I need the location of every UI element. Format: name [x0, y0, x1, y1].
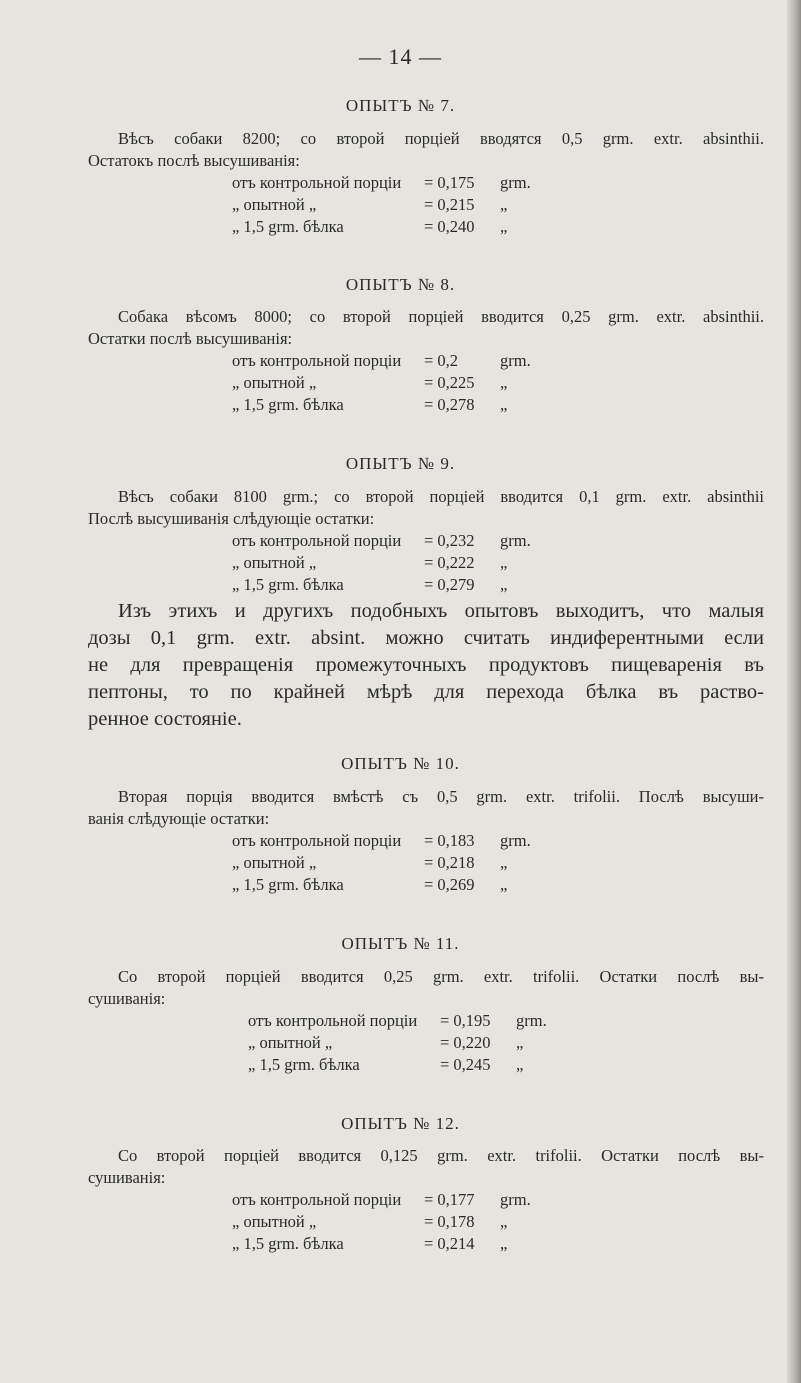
row-unit: grm. — [500, 351, 531, 370]
row-value: = 0,178 — [424, 1212, 475, 1231]
intro-line: сушиванія: — [88, 1168, 166, 1187]
row-label: „ опытной „ — [232, 553, 317, 572]
intro-line: сушиванія: — [88, 989, 166, 1008]
page-number: — 14 — — [359, 44, 442, 69]
experiment-heading: ОПЫТЪ № 11. — [341, 934, 460, 953]
row-label: „ опытной „ — [232, 373, 317, 392]
row-label: „ опытной „ — [248, 1033, 333, 1052]
experiment-heading: ОПЫТЪ № 9. — [345, 454, 456, 473]
row-unit: grm. — [500, 1190, 531, 1209]
row-value: = 0,220 — [440, 1033, 491, 1052]
experiment-heading: ОПЫТЪ № 7. — [345, 96, 456, 115]
row-unit: grm. — [516, 1011, 547, 1030]
row-unit: „ — [500, 853, 508, 872]
row-unit: „ — [516, 1033, 524, 1052]
conclusion-paragraph — [88, 598, 764, 733]
conclusion-line: дозы 0,1 grm. extr. absint. можно считать индиферентными если — [88, 627, 764, 649]
row-label: отъ контрольной порціи — [232, 831, 402, 850]
row-value: = 0,240 — [424, 217, 475, 236]
intro-line: Собака вѣсомъ 8000; со второй порціей вводится 0,25 grm. extr. absinthii. — [118, 307, 764, 326]
row-unit: grm. — [500, 173, 531, 192]
row-label: отъ контрольной порціи — [232, 1190, 402, 1209]
conclusion-line: Изъ этихъ и другихъ подобныхъ опытовъ выходитъ, что малыя — [118, 600, 764, 622]
intro-line: Вѣсъ собаки 8200; со второй порціей вводятся 0,5 grm. extr. absinthii. — [118, 129, 764, 148]
row-value: = 0,175 — [424, 173, 475, 192]
row-value: = 0,183 — [424, 831, 475, 850]
intro-line: Вѣсъ собаки 8100 grm.; со второй порціей вводится 0,1 grm. extr. absinthii — [118, 487, 764, 506]
experiment-heading: ОПЫТЪ № 10. — [341, 754, 460, 773]
row-label: „ 1,5 grm. бѣлка — [248, 1055, 360, 1074]
row-value: = 0,218 — [424, 853, 475, 872]
conclusion-line: не для превращенія промежуточныхъ продуктовъ пищеваренія въ — [88, 654, 764, 676]
row-value: = 0,195 — [440, 1011, 491, 1030]
intro-line: Со второй порціей вводится 0,125 grm. extr. trifolii. Остатки послѣ вы- — [118, 1146, 764, 1165]
experiment-heading: ОПЫТЪ № 8. — [345, 275, 456, 294]
row-unit: „ — [500, 217, 508, 236]
intro-line: Остатки послѣ высушиванія: — [88, 329, 293, 348]
row-value: = 0,279 — [424, 575, 475, 594]
row-unit: „ — [500, 195, 508, 214]
row-label: „ 1,5 grm. бѣлка — [232, 395, 344, 414]
page-edge-shadow — [787, 0, 801, 1383]
row-unit: „ — [500, 875, 508, 894]
experiment-intro — [88, 128, 764, 172]
conclusion-line: ренное состояніе. — [88, 708, 242, 730]
row-label: „ опытной „ — [232, 853, 317, 872]
row-unit: „ — [500, 1212, 508, 1231]
experiment-intro — [88, 786, 764, 830]
intro-line: Остатокъ послѣ высушиванія: — [88, 151, 300, 170]
row-unit: grm. — [500, 531, 531, 550]
row-value: = 0,177 — [424, 1190, 475, 1209]
row-value: = 0,269 — [424, 875, 475, 894]
row-value: = 0,214 — [424, 1234, 475, 1253]
row-unit: „ — [500, 373, 508, 392]
conclusion-line: пептоны, то по крайней мѣрѣ для перехода бѣлка въ раство- — [88, 681, 764, 703]
row-label: отъ контрольной порціи — [232, 531, 402, 550]
experiment-intro — [88, 306, 764, 350]
experiment-intro — [88, 1145, 764, 1189]
row-unit: „ — [516, 1055, 524, 1074]
row-unit: „ — [500, 575, 508, 594]
row-unit: grm. — [500, 831, 531, 850]
intro-line: Вторая порція вводится вмѣстѣ съ 0,5 grm. extr. trifolii. Послѣ высуши- — [118, 787, 764, 806]
row-unit: „ — [500, 395, 508, 414]
intro-line: Со второй порціей вводится 0,25 grm. extr. trifolii. Остатки послѣ вы- — [118, 967, 764, 986]
row-unit: „ — [500, 553, 508, 572]
row-value: = 0,278 — [424, 395, 475, 414]
row-value: = 0,215 — [424, 195, 475, 214]
row-label: „ опытной „ — [232, 1212, 317, 1231]
row-label: отъ контрольной порціи — [232, 351, 402, 370]
row-value: = 0,2 — [424, 351, 459, 370]
row-label: „ 1,5 grm. бѣлка — [232, 875, 344, 894]
experiment-intro — [88, 966, 764, 1010]
intro-line: Послѣ высушиванія слѣдующіе остатки: — [88, 509, 375, 528]
row-value: = 0,232 — [424, 531, 475, 550]
row-label: „ опытной „ — [232, 195, 317, 214]
row-label: „ 1,5 grm. бѣлка — [232, 575, 344, 594]
row-value: = 0,225 — [424, 373, 475, 392]
row-label: „ 1,5 grm. бѣлка — [232, 1234, 344, 1253]
row-label: отъ контрольной порціи — [232, 173, 402, 192]
row-unit: „ — [500, 1234, 508, 1253]
intro-line: ванія слѣдующіе остатки: — [88, 809, 270, 828]
row-value: = 0,245 — [440, 1055, 491, 1074]
experiment-intro — [88, 486, 764, 530]
row-label: отъ контрольной порціи — [248, 1011, 418, 1030]
row-value: = 0,222 — [424, 553, 475, 572]
experiment-heading: ОПЫТЪ № 12. — [341, 1114, 460, 1133]
row-label: „ 1,5 grm. бѣлка — [232, 217, 344, 236]
